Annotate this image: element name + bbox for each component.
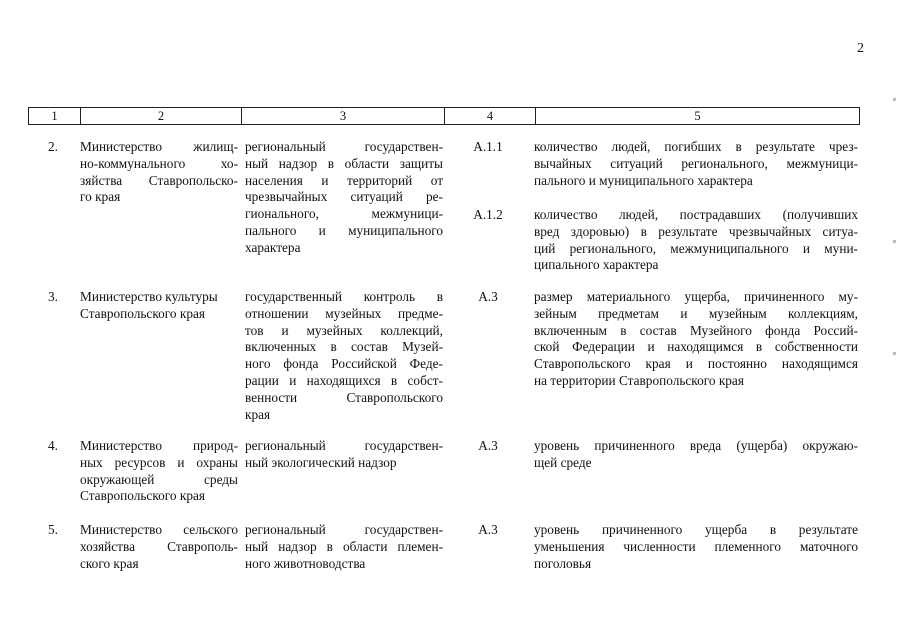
indicator-text: размер материального ущерба, причиненного му- зейным предметам и музейным коллекциям, включенным в состав Музейного фонда Россий- ской Федерации и находящимся в собственности Ставропольского края и постоянно находящимся на территории Ставропольского края [534, 289, 858, 388]
scan-mark [893, 352, 896, 355]
indicator-code: А.3 [478, 438, 498, 453]
control-type-cell: региональный государствен- ный надзор в области племен- ного животноводства [245, 522, 443, 571]
header-col-1: 1 [29, 108, 81, 124]
indicator-code: А.3 [478, 289, 498, 304]
scan-mark [893, 240, 896, 243]
row-number: 2. [48, 139, 58, 154]
indicator-code: А.3 [478, 522, 498, 537]
ministry-cell: Министерство сельского хозяйства Ставрополь- ского края [80, 522, 238, 571]
control-type-cell: региональный государствен- ный экологический надзор [245, 438, 443, 470]
indicator-text: уровень причиненного ущерба в результате уменьшения численности племенного маточного поголовья [534, 522, 858, 571]
indicator-code: А.1.2 [473, 207, 503, 222]
control-type-cell: государственный контроль в отношении музейных предме- тов и музейных коллекций, включенных в состав Музей- ного фонда Российской Феде- рации и находящихся в собст- венности Ставропольского края [245, 289, 443, 422]
header-col-3: 3 [242, 108, 445, 124]
ministry-cell: Министерство жилищ- но-коммунального хо- зяйства Ставропольско- го края [80, 139, 238, 205]
indicator-text: количество людей, погибших в результате чрез- вычайных ситуаций регионального, межмуници- пального и муниципального характера [534, 139, 858, 188]
page-number: 2 [857, 41, 864, 56]
indicator-text: уровень причиненного вреда (ущерба) окружаю- щей среде [534, 438, 858, 470]
row-number: 3. [48, 289, 58, 304]
indicator-text: количество людей, пострадавших (получивших вред здоровью) в результате чрезвычайных ситуа- ций регионального, межмуниципального и муни- ципального характера [534, 207, 858, 273]
ministry-cell: Министерство культуры Ставропольского края [80, 289, 218, 321]
header-col-2: 2 [81, 108, 242, 124]
row-number: 5. [48, 522, 58, 537]
table-header [28, 107, 860, 125]
ministry-cell: Министерство природ- ных ресурсов и охраны окружающей среды Ставропольского края [80, 438, 238, 504]
header-col-4: 4 [445, 108, 536, 124]
scan-mark [893, 98, 896, 101]
indicator-code: А.1.1 [473, 139, 503, 154]
row-number: 4. [48, 438, 58, 453]
control-type-cell: региональный государствен- ный надзор в области защиты населения и территорий от чрезвычайных ситуаций ре- гионального, межмуници- пального и муниципального характера [245, 139, 443, 255]
header-col-5: 5 [694, 109, 701, 123]
